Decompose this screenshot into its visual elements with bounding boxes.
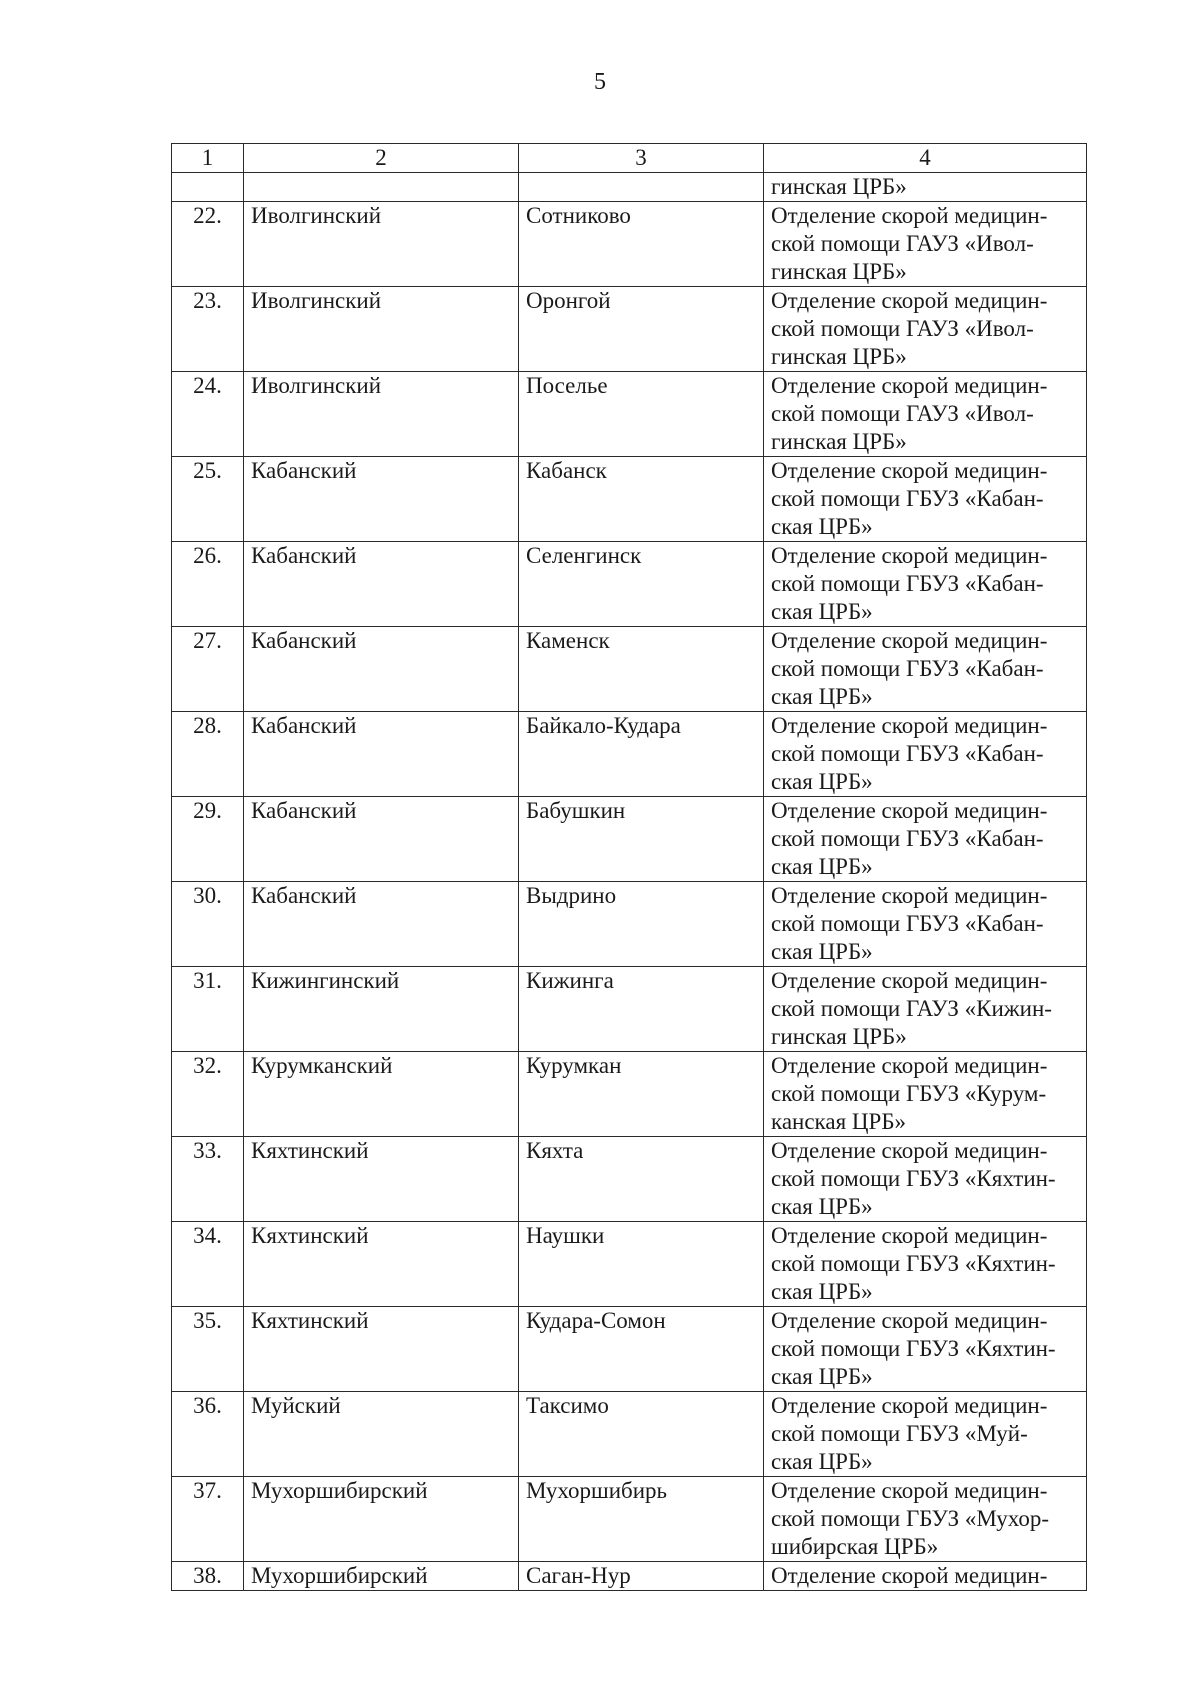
table-row [172, 1052, 1087, 1137]
service-cell: Отделение скорой медицин- ской помощи ГБУЗ «Мухор- шибирская ЦРБ» [764, 1477, 1087, 1562]
row-number-cell: 33. [172, 1137, 244, 1222]
district-cell: Муйский [244, 1392, 519, 1477]
district-cell: Кабанский [244, 627, 519, 712]
district-cell: Кабанский [244, 457, 519, 542]
district-cell: Мухоршибирский [244, 1562, 519, 1591]
row-number-cell: 35. [172, 1307, 244, 1392]
row-number-cell: 25. [172, 457, 244, 542]
settlement-cell: Кудара-Сомон [519, 1307, 764, 1392]
settlement-cell: Выдрино [519, 882, 764, 967]
settlement-cell: Таксимо [519, 1392, 764, 1477]
table-row [172, 202, 1087, 287]
district-cell: Кабанский [244, 797, 519, 882]
table-row [172, 627, 1087, 712]
table-row [172, 1307, 1087, 1392]
settlement-cell: Каменск [519, 627, 764, 712]
row-number-cell: 30. [172, 882, 244, 967]
table-row [172, 1562, 1087, 1591]
service-cell: Отделение скорой медицин- ской помощи ГБУЗ «Кабан- ская ЦРБ» [764, 542, 1087, 627]
row-number-cell: 32. [172, 1052, 244, 1137]
district-cell: Мухоршибирский [244, 1477, 519, 1562]
header-cell-1: 1 [172, 144, 244, 173]
settlement-cell: Байкало-Кудара [519, 712, 764, 797]
table-row [172, 1137, 1087, 1222]
district-cell: Кабанский [244, 542, 519, 627]
service-cell: Отделение скорой медицин- ской помощи ГБУЗ «Кабан- ская ЦРБ» [764, 712, 1087, 797]
settlement-cell: Оронгой [519, 287, 764, 372]
settlement-cell: Сотниково [519, 202, 764, 287]
service-cell: Отделение скорой медицин- ской помощи ГБУЗ «Кяхтин- ская ЦРБ» [764, 1222, 1087, 1307]
row-number-cell: 29. [172, 797, 244, 882]
service-cell: Отделение скорой медицин- ской помощи ГБУЗ «Курум- канская ЦРБ» [764, 1052, 1087, 1137]
service-cell: Отделение скорой медицин- ской помощи ГБУЗ «Кабан- ская ЦРБ» [764, 627, 1087, 712]
row-number-cell: 34. [172, 1222, 244, 1307]
service-cell: Отделение скорой медицин- ской помощи ГБУЗ «Кабан- ская ЦРБ» [764, 882, 1087, 967]
table-row [172, 882, 1087, 967]
settlement-cell: Курумкан [519, 1052, 764, 1137]
settlement-cell: Кяхта [519, 1137, 764, 1222]
page-number: 5 [594, 69, 606, 95]
row-number-cell: 22. [172, 202, 244, 287]
district-cell: Иволгинский [244, 202, 519, 287]
district-cell: Кяхтинский [244, 1137, 519, 1222]
row-number-cell: 31. [172, 967, 244, 1052]
ambulance-table [171, 143, 1087, 1591]
district-cell: Курумканский [244, 1052, 519, 1137]
settlement-cell: Поселье [519, 372, 764, 457]
service-cell: Отделение скорой медицин- [764, 1562, 1087, 1591]
header-cell-3: 3 [519, 144, 764, 173]
settlement-cell [519, 173, 764, 202]
service-cell: Отделение скорой медицин- ской помощи ГБУЗ «Кабан- ская ЦРБ» [764, 457, 1087, 542]
row-number-cell: 26. [172, 542, 244, 627]
table-row [172, 1222, 1087, 1307]
district-cell: Кабанский [244, 712, 519, 797]
table-row [172, 457, 1087, 542]
row-number-cell: 36. [172, 1392, 244, 1477]
service-cell: гинская ЦРБ» [764, 173, 1087, 202]
table-row [172, 372, 1087, 457]
table-row [172, 712, 1087, 797]
row-number-cell [172, 173, 244, 202]
settlement-cell: Кижинга [519, 967, 764, 1052]
continuation-row [172, 173, 1087, 202]
table-row [172, 967, 1087, 1052]
table-row [172, 542, 1087, 627]
table-row [172, 287, 1087, 372]
district-cell: Кижингинский [244, 967, 519, 1052]
row-number-cell: 28. [172, 712, 244, 797]
row-number-cell: 24. [172, 372, 244, 457]
row-number-cell: 38. [172, 1562, 244, 1591]
district-cell [244, 173, 519, 202]
settlement-cell: Наушки [519, 1222, 764, 1307]
table-header-row [172, 144, 1087, 173]
service-cell: Отделение скорой медицин- ской помощи ГБУЗ «Кяхтин- ская ЦРБ» [764, 1137, 1087, 1222]
header-cell-4: 4 [764, 144, 1087, 173]
row-number-cell: 27. [172, 627, 244, 712]
district-cell: Иволгинский [244, 372, 519, 457]
row-number-cell: 23. [172, 287, 244, 372]
service-cell: Отделение скорой медицин- ской помощи ГАУЗ «Ивол- гинская ЦРБ» [764, 287, 1087, 372]
settlement-cell: Кабанск [519, 457, 764, 542]
table-row [172, 797, 1087, 882]
header-cell-2: 2 [244, 144, 519, 173]
district-cell: Кабанский [244, 882, 519, 967]
service-cell: Отделение скорой медицин- ской помощи ГАУЗ «Кижин- гинская ЦРБ» [764, 967, 1087, 1052]
service-cell: Отделение скорой медицин- ской помощи ГАУЗ «Ивол- гинская ЦРБ» [764, 202, 1087, 287]
settlement-cell: Селенгинск [519, 542, 764, 627]
table-row [172, 1477, 1087, 1562]
service-cell: Отделение скорой медицин- ской помощи ГБУЗ «Кабан- ская ЦРБ» [764, 797, 1087, 882]
district-cell: Кяхтинский [244, 1307, 519, 1392]
settlement-cell: Саган-Нур [519, 1562, 764, 1591]
service-cell: Отделение скорой медицин- ской помощи ГБУЗ «Муй- ская ЦРБ» [764, 1392, 1087, 1477]
table-row [172, 1392, 1087, 1477]
row-number-cell: 37. [172, 1477, 244, 1562]
district-cell: Иволгинский [244, 287, 519, 372]
service-cell: Отделение скорой медицин- ской помощи ГАУЗ «Ивол- гинская ЦРБ» [764, 372, 1087, 457]
service-cell: Отделение скорой медицин- ской помощи ГБУЗ «Кяхтин- ская ЦРБ» [764, 1307, 1087, 1392]
settlement-cell: Мухоршибирь [519, 1477, 764, 1562]
settlement-cell: Бабушкин [519, 797, 764, 882]
district-cell: Кяхтинский [244, 1222, 519, 1307]
